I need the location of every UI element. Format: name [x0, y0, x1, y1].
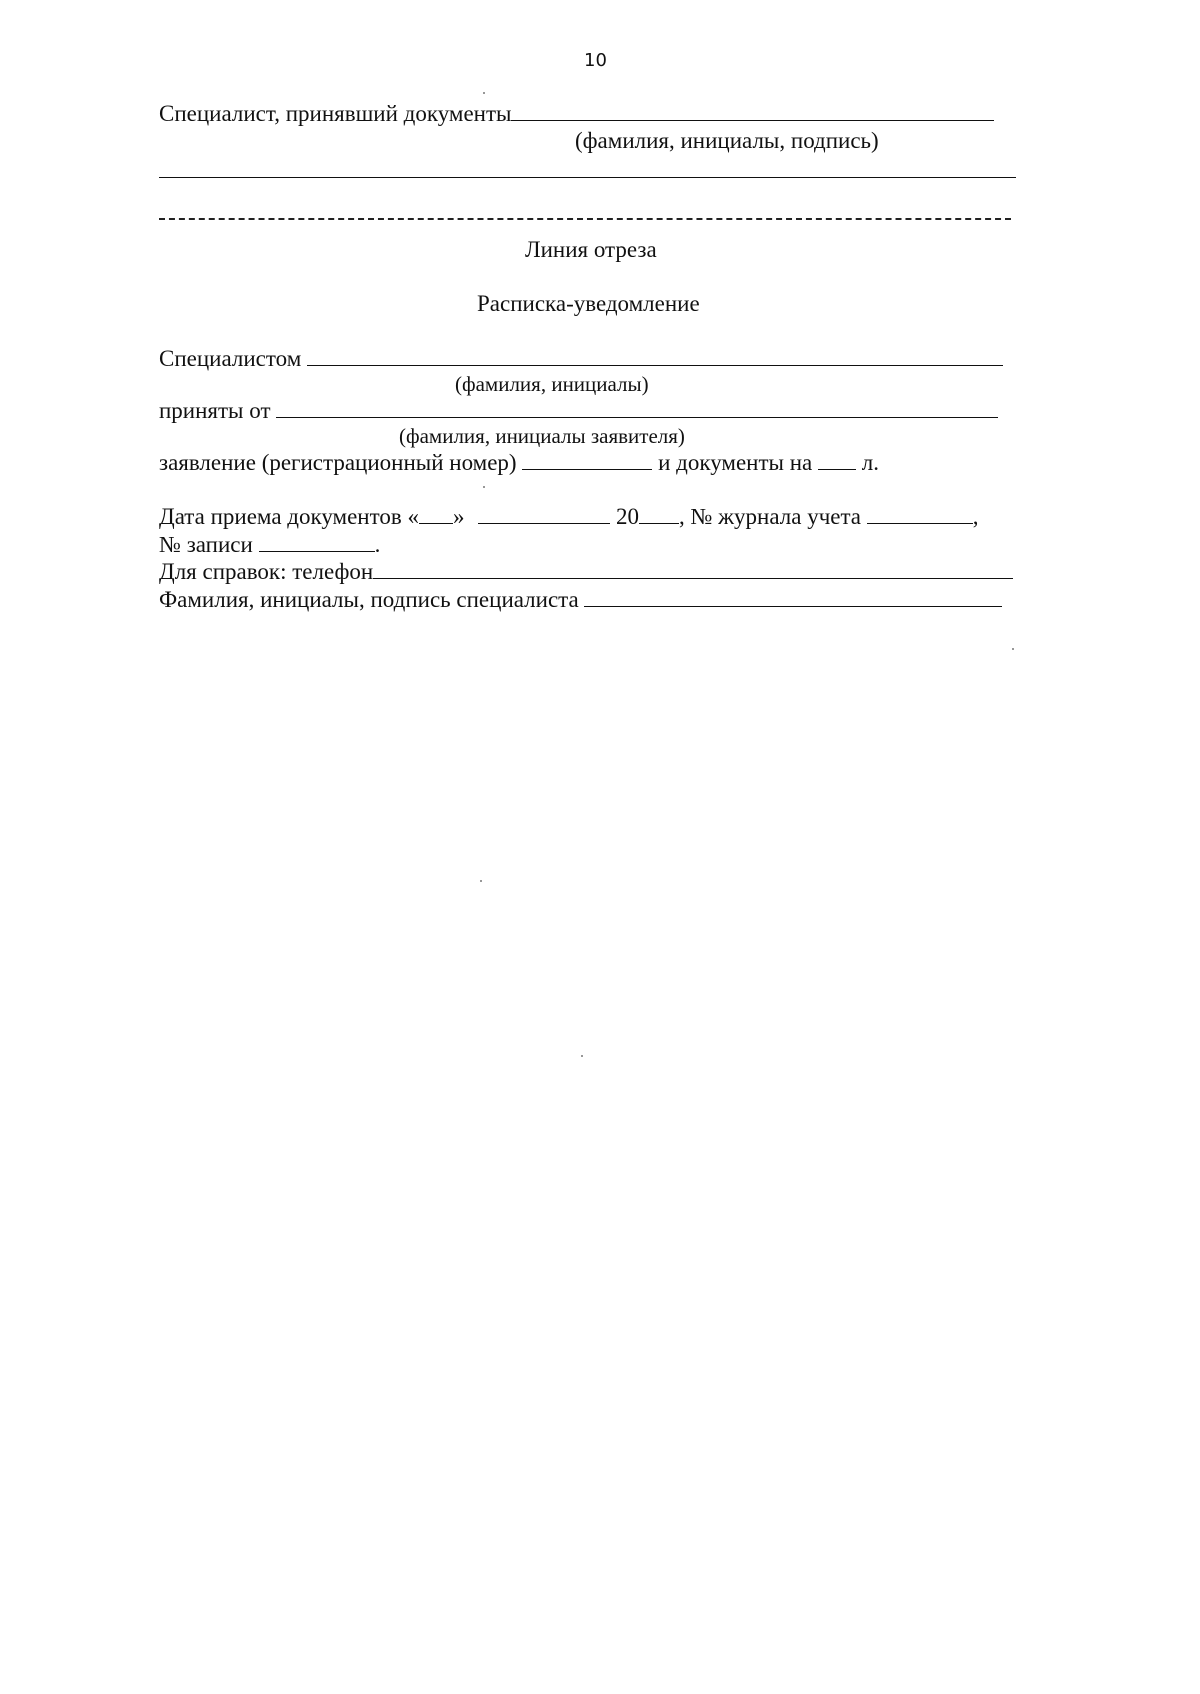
record-label: № записи	[159, 532, 253, 557]
documents-label: и документы на	[658, 450, 813, 475]
scan-speck	[480, 880, 482, 882]
cut-line	[159, 218, 1011, 220]
received-from-caption: (фамилия, инициалы заявителя)	[399, 424, 685, 448]
received-from-label: приняты от	[159, 398, 271, 423]
received-from-row	[159, 397, 998, 425]
sheets-count-field[interactable]	[818, 449, 856, 470]
specialist-row	[159, 345, 1003, 373]
phone-row	[159, 558, 1013, 586]
received-from-field[interactable]	[276, 397, 998, 418]
accepted-by-caption: (фамилия, инициалы, подпись)	[575, 128, 879, 153]
specialist-signature-row	[159, 586, 1002, 614]
record-row	[159, 531, 380, 559]
accepted-by-field[interactable]	[511, 100, 994, 121]
scan-speck	[1012, 648, 1014, 650]
year-field[interactable]	[639, 503, 679, 524]
day-field[interactable]	[419, 503, 453, 524]
record-suffix: .	[374, 532, 381, 557]
receipt-title: Расписка-уведомление	[477, 291, 700, 316]
specialist-signature-label: Фамилия, инициалы, подпись специалиста	[159, 587, 579, 612]
accepted-by-row	[159, 100, 994, 128]
journal-suffix: ,	[972, 504, 979, 529]
application-row	[159, 449, 879, 477]
full-width-blank-line[interactable]	[159, 177, 1016, 178]
date-row	[159, 503, 979, 531]
accepted-by-label: Специалист, принявший документы	[159, 101, 512, 126]
date-close-quote: »	[452, 504, 465, 529]
specialist-field[interactable]	[307, 345, 1003, 366]
month-field[interactable]	[478, 503, 610, 524]
record-number-field[interactable]	[259, 531, 375, 552]
date-label: Дата приема документов «	[159, 504, 419, 529]
scan-speck	[581, 1055, 583, 1057]
application-label: заявление (регистрационный номер)	[159, 450, 517, 475]
phone-label: Для справок: телефон	[159, 559, 374, 584]
page-number: 10	[584, 50, 607, 71]
journal-number-field[interactable]	[867, 503, 973, 524]
registration-number-field[interactable]	[522, 449, 652, 470]
sheets-suffix: л.	[861, 450, 879, 475]
journal-label: , № журнала учета	[678, 504, 862, 529]
scan-speck	[483, 486, 485, 488]
specialist-signature-field[interactable]	[584, 586, 1002, 607]
specialist-label: Специалистом	[159, 346, 302, 371]
phone-field[interactable]	[373, 558, 1013, 579]
specialist-caption: (фамилия, инициалы)	[455, 372, 649, 396]
scan-speck	[483, 92, 485, 94]
cut-line-label: Линия отреза	[525, 237, 657, 262]
year-prefix: 20	[615, 504, 639, 529]
